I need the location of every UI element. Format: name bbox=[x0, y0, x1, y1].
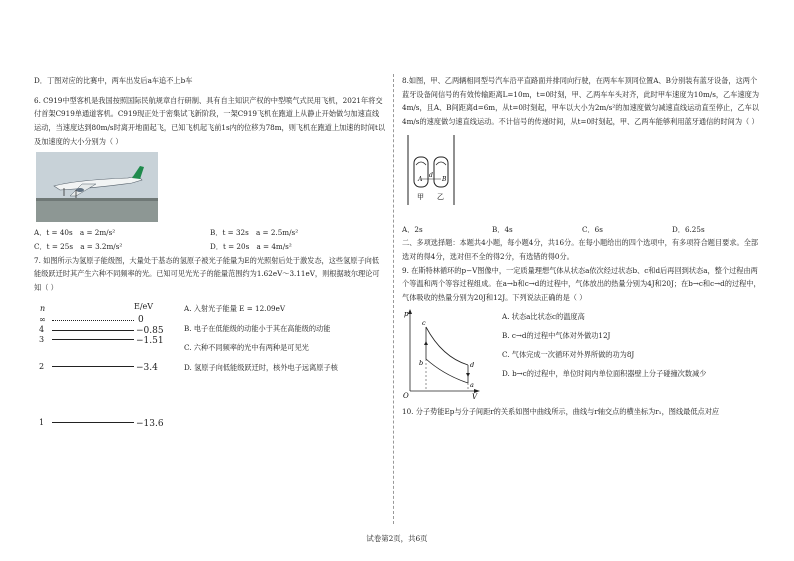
q8-option-c: C．6s bbox=[582, 224, 603, 234]
pv-point-d: d bbox=[470, 360, 475, 369]
level-n-inf: ∞ bbox=[39, 314, 46, 324]
pv-axis-v: V bbox=[472, 392, 478, 399]
level-line-3 bbox=[52, 339, 134, 340]
level-e-3: −1.51 bbox=[136, 335, 164, 346]
q5-option-d: D．丁图对应的比赛中，两车出发后a车追不上b车 bbox=[34, 76, 193, 85]
level-e-inf: 0 bbox=[138, 314, 144, 325]
q8-option-d: D．6.25s bbox=[672, 224, 705, 234]
level-e-1: −13.6 bbox=[136, 418, 164, 429]
car-label-a: A bbox=[418, 175, 423, 183]
level-line-1 bbox=[52, 422, 134, 423]
left-column bbox=[34, 74, 386, 449]
q10-stem: 10. 分子势能Ep与分子间距r的关系如图中曲线所示，曲线与r轴交点的横坐标为r₁，图线最低点对应 bbox=[402, 406, 720, 416]
q7-option-d: D. 氢原子向低能级跃迁时，核外电子远离原子核 bbox=[184, 363, 338, 373]
q7-stem: 7. 如图所示为氢原子能级图，大量处于基态的氢原子被光子能量为E的光照射后处于激发态，这些氢原子向低能级跃迁时其产生六种不同频率的光。已知可见光光子的能量范围约为1.62eV～3.11eV，则根据玻尔理论可知（ ） bbox=[34, 255, 380, 293]
car-name-yi: 乙 bbox=[437, 192, 444, 201]
q8-option-a: A．2s bbox=[402, 224, 423, 234]
two-cars-diagram bbox=[406, 135, 456, 219]
pv-point-a: a bbox=[470, 380, 474, 389]
level-n-1: 1 bbox=[39, 417, 45, 427]
q9-option-c: C. 气体完成一次循环对外界所做的功为8J bbox=[502, 349, 635, 359]
q7-options bbox=[184, 299, 338, 378]
q9-options bbox=[502, 307, 706, 383]
q6-options-row1 bbox=[34, 226, 386, 240]
q6-options-row2 bbox=[34, 240, 386, 254]
q6-option-c: C．t = 25s a = 3.2m/s² bbox=[34, 242, 123, 252]
level-n-4: 4 bbox=[39, 324, 45, 334]
level-n-2: 2 bbox=[39, 361, 45, 371]
column-divider bbox=[393, 74, 394, 524]
level-line-4 bbox=[52, 330, 134, 331]
pv-diagram bbox=[402, 307, 482, 399]
pv-axis-p: p bbox=[404, 309, 409, 318]
q6-option-a: A．t = 40s a = 2m/s² bbox=[34, 228, 116, 238]
q8-option-b: B．4s bbox=[492, 224, 513, 234]
q7-option-a: A. 入射光子能量 E = 12.09eV bbox=[184, 303, 286, 313]
q9-option-d: D. b→c的过程中，单位时间内单位面积器壁上分子碰撞次数减少 bbox=[502, 368, 707, 378]
car-label-b: B bbox=[442, 175, 447, 183]
distance-label-d: d bbox=[429, 171, 433, 179]
q8-stem: 8.如图，甲、乙两辆相同型号汽车沿平直路面并排同向行驶，在两车车顶同位置A、B分别装有蓝牙设备，这两个蓝牙设备间信号的有效传输距离L=10m，t=0时刻，甲、乙两车车头对齐，此时甲车速度为10m/s，乙车速度为4m/s，且A、B间距离d=6m，从t=0时刻起，甲车以大小为2m/s²的加速度做匀减速直线运动直至停止，乙车以4m/s的速度做匀速直线运动。不计信号的传递时间，从t=0时刻起，甲、乙两车能够利用蓝牙通信的时间为（ ） bbox=[402, 76, 760, 127]
q9-option-b: B. c→d的过程中气体对外做功12J bbox=[502, 330, 611, 340]
pv-origin: O bbox=[403, 391, 409, 399]
level-n-3: 3 bbox=[39, 334, 45, 344]
q9-stem: 9. 在斯特林循环的p−V图像中，一定质量理想气体从状态a依次经过状态b、c和d后再回到状态a，整个过程由两个等温和两个等容过程组成。在a→b和c→d的过程中，气体放出的热量分别为4J和20J；在b→c和c→d的过程中，气体吸收的热量分别为20J和12J。下列说法正确的是（ ） bbox=[402, 265, 761, 303]
page-footer: 试卷第2页，共6页 bbox=[366, 534, 428, 543]
level-e-4: −0.85 bbox=[136, 325, 164, 336]
q8-options bbox=[402, 223, 762, 237]
right-column bbox=[402, 74, 762, 418]
pv-point-b: b bbox=[419, 358, 424, 367]
c919-airplane-photo bbox=[36, 152, 158, 222]
q9-figure-block bbox=[402, 307, 762, 403]
q7-option-c: C. 六种不同频率的光中有两种是可见光 bbox=[184, 343, 309, 353]
q7-option-b: B. 电子在低能级的动能小于其在高能级的动能 bbox=[184, 323, 331, 333]
level-line-inf bbox=[52, 320, 134, 321]
q6-option-b: B．t = 32s a = 2.5m/s² bbox=[210, 228, 299, 238]
q9-option-a: A. 状态a比状态c的温度高 bbox=[502, 311, 585, 321]
pv-point-c: c bbox=[422, 318, 426, 327]
level-line-2 bbox=[52, 366, 134, 367]
level-n-header: n bbox=[40, 303, 46, 313]
section-2-heading: 二、多项选择题：本题共4小题，每小题4分，共16分。在每小题给出的四个选项中，有多项符合题目要求。全部选对的得4分，选对但不全的得2分，有选错的得0分。 bbox=[402, 238, 759, 262]
q6-stem: 6. C919中型客机是我国按照国际民航规章自行研制、具有自主知识产权的中型喷气式民用飞机，2021年将交付首架C919单通道客机。C919现正处于密集试飞新阶段，一架C919飞机在跑道上从静止开始做匀加速直线运动，当速度达到80m/s时离开地面起飞，已知飞机起飞前1s内的位移为78m，则飞机在跑道上加速的时间t以及加速度的大小分别为（ ） bbox=[34, 95, 386, 146]
hydrogen-energy-level-diagram bbox=[34, 299, 386, 449]
level-e-2: −3.4 bbox=[136, 362, 158, 373]
q6-option-d: D．t = 20s a = 4m/s² bbox=[210, 242, 292, 252]
level-e-header: E/eV bbox=[134, 301, 154, 311]
car-name-jia: 甲 bbox=[417, 192, 424, 201]
